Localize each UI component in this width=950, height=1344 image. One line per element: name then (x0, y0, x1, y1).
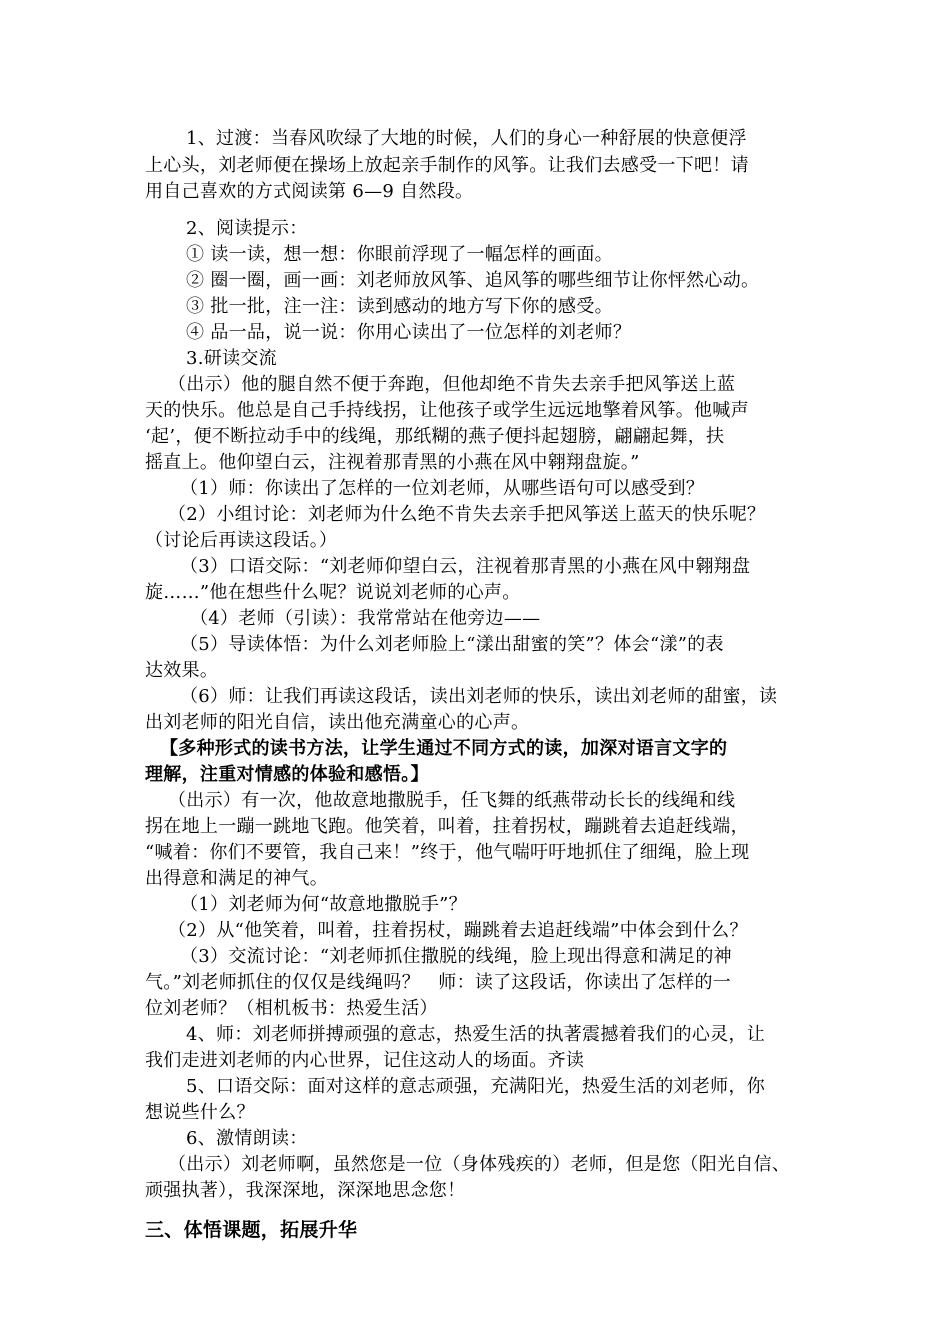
text-line: （6）师：让我们再读这段话，读出刘老师的快乐，读出刘老师的甜蜜，读 (180, 686, 778, 707)
text-line: 拐在地上一蹦一跳地飞跑。他笑着，叫着，拄着拐杖，蹦跳着去追赶线端， (145, 816, 749, 837)
text-line: 6、激情朗读： (186, 1128, 308, 1149)
text-line: （出示）刘老师啊，虽然您是一位（身体残疾的）老师，但是您（阳光自信、 (168, 1154, 791, 1175)
text-line: （出示）有一次，他故意地撒脱手，任飞舞的纸燕带动长长的线绳和线 (168, 790, 736, 811)
text-line: （3）交流讨论：“刘老师抓住撒脱的线绳，脸上现出得意和满足的神 (180, 946, 732, 967)
list-item: ① 读一读，想一想：你眼前浮现了一幅怎样的画面。 (186, 244, 613, 265)
text-line: （1）师：你读出了怎样的一位刘老师，从哪些语句可以感受到？ (180, 478, 705, 499)
text-line: 位刘老师？（相机板书：热爱生活） (145, 998, 438, 1019)
text-line: 用自己喜欢的方式阅读第 6—9 自然段。 (145, 181, 474, 202)
list-item: ② 圈一圈，画一画：刘老师放风筝、追风筝的哪些细节让你怦然心动。 (186, 270, 760, 291)
text-line: ‘起’，便不断拉动手中的线绳，那纸糊的燕子便抖起翅膀，翩翩起舞，扶 (145, 426, 725, 447)
text-line: 出刘老师的阳光自信，读出他充满童心的心声。 (145, 712, 530, 733)
text-line: 我们走进刘老师的内心世界，记住这动人的场面。齐读 (145, 1050, 585, 1071)
text-line: “喊着：你们不要管，我自己来！”终于，他气喘吁吁地抓住了细绳，脸上现 (145, 842, 750, 863)
list-item: ④ 品一品，说一说：你用心读出了一位怎样的刘老师？ (186, 322, 632, 343)
text-line: 出得意和满足的神气。 (145, 868, 328, 889)
text-line: 旋……”他在想些什么呢？说说刘老师的心声。 (145, 582, 521, 603)
section-heading: 三、体悟课题，拓展升华 (145, 1219, 358, 1241)
note-line: 【多种形式的读书方法，让学生通过不同方式的读，加深对语言文字的 (160, 738, 728, 759)
list-item: ③ 批一批，注一注：读到感动的地方写下你的感受。 (186, 296, 613, 317)
text-line: 1、过渡：当春风吹绿了大地的时候，人们的身心一种舒展的快意便浮 (186, 128, 747, 149)
text-line: （4）老师（引读）：我常常站在他旁边—— (190, 608, 541, 629)
text-line: （5）导读体悟：为什么刘老师脸上“漾出甜蜜的笑”？体会“漾”的表 (180, 634, 724, 655)
text-line: 上心头，刘老师便在操场上放起亲手制作的风筝。让我们去感受一下吧！请 (145, 155, 749, 176)
text-line: 达效果。 (145, 660, 219, 681)
text-line: （出示）他的腿自然不便于奔跑，但他却绝不肯失去亲手把风筝送上蓝 (168, 374, 736, 395)
text-line: （2）从“他笑着，叫着，拄着拐杖，蹦跳着去追赶线端”中体会到什么？ (168, 920, 748, 941)
text-line: （1）刘老师为何“故意地撒脱手”？ (180, 894, 467, 915)
note-line: 理解，注重对情感的体验和感悟。】 (145, 764, 429, 785)
text-line: 3.研读交流 (186, 348, 277, 369)
text-line: 摇直上。他仰望白云，注视着那青黑的小燕在风中翱翔盘旋。” (145, 452, 640, 473)
text-line: 天的快乐。他总是自己手持线拐，让他孩子或学生远远地擎着风筝。他喊声 (145, 400, 749, 421)
text-line: 气。”刘老师抓住的仅仅是线绳吗？ 师：读了这段话，你读出了怎样的一 (145, 972, 732, 993)
text-line: （3）口语交际：“刘老师仰望白云，注视着那青黑的小燕在风中翱翔盘 (180, 556, 751, 577)
text-line: 顽强执著），我深深地，深深地思念您！ (145, 1180, 466, 1201)
text-line: 2、阅读提示： (186, 218, 308, 239)
text-line: （讨论后再读这段话。） (145, 530, 338, 551)
text-line: 5、口语交际：面对这样的意志顽强，充满阳光，热爱生活的刘老师，你 (186, 1076, 766, 1097)
text-line: （2）小组讨论：刘老师为什么绝不肯失去亲手把风筝送上蓝天的快乐呢？ (168, 504, 766, 525)
text-line: 想说些什么？ (145, 1102, 255, 1123)
text-line: 4、师：刘老师拼搏顽强的意志，热爱生活的执著震撼着我们的心灵，让 (186, 1024, 766, 1045)
